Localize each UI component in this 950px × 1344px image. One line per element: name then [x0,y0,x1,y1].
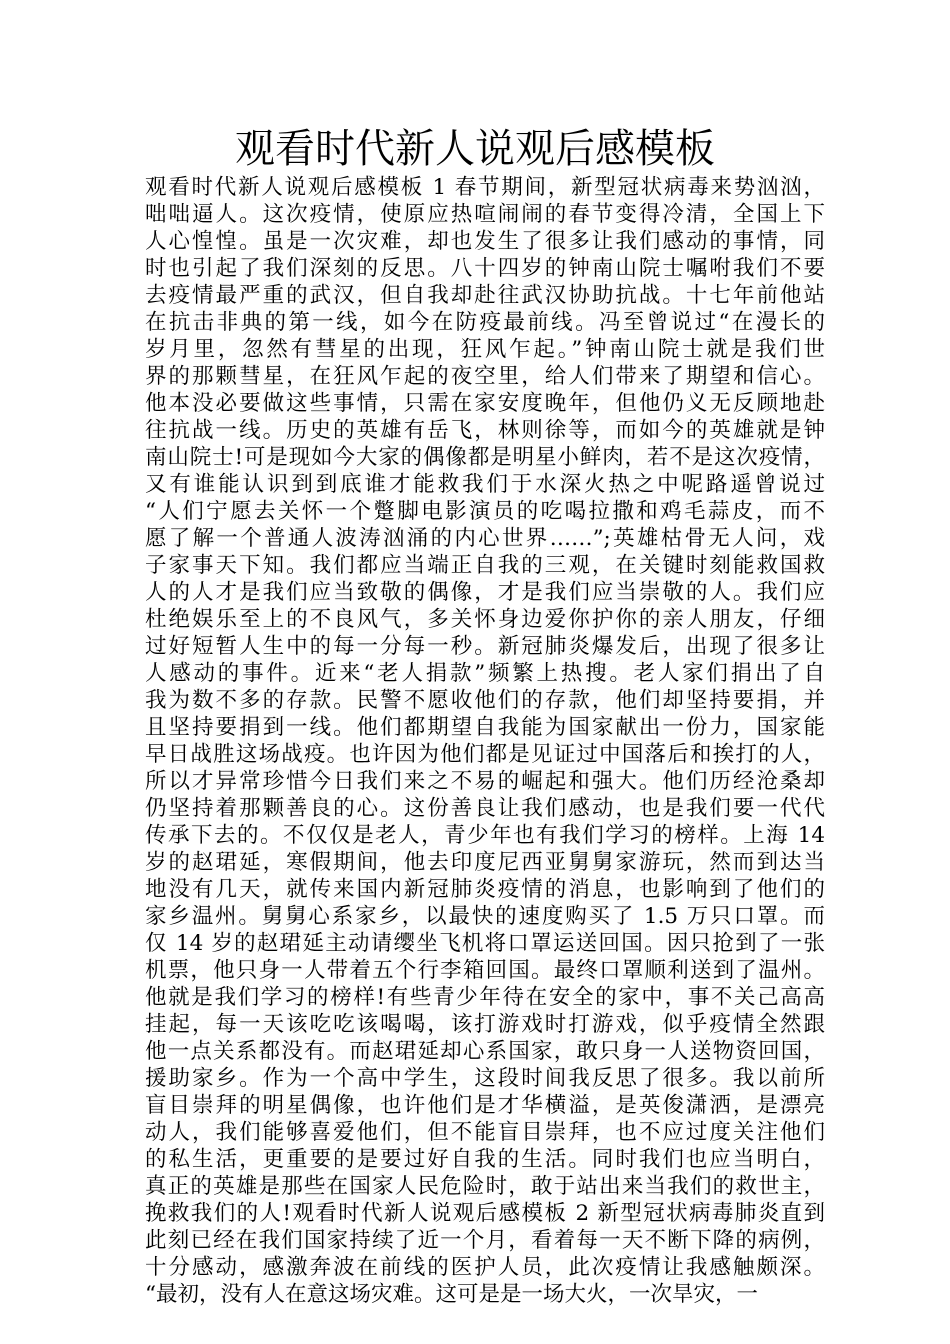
body-line: 去疫情最严重的武汉，但自我却赴往武汉协助抗战。十七年前他站 [145,283,825,308]
body-line: 愿了解一个普通人波涛汹涌的内心世界……”;英雄枯骨无人问，戏 [145,526,825,551]
body-line: 地没有几天，就传来国内新冠肺炎疫情的消息，也影响到了他们的 [145,877,825,902]
body-line: 南山院士!可是现如今大家的偶像都是明星小鲜肉，若不是这次疫情， [145,445,825,470]
body-line: 的私生活，更重要的是要过好自我的生活。同时我们也应当明白， [145,1147,825,1172]
body-line: 子家事天下知。我们都应当端正自我的三观，在关键时刻能救国救 [145,553,825,578]
body-line: 他一点关系都没有。而赵珺延却心系国家，敢只身一人送物资回国， [145,1039,825,1064]
body-line: 人感动的事件。近来“老人捐款”频繁上热搜。老人家们捐出了自 [145,661,825,686]
body-line: 所以才异常珍惜今日我们来之不易的崛起和强大。他们历经沧桑却 [145,769,825,794]
body-line: 盲目崇拜的明星偶像，也许他们是才华横溢，是英俊潇洒，是漂亮 [145,1093,825,1118]
body-line: 机票，他只身一人带着五个行李箱回国。最终口罩顺利送到了温州。 [145,958,825,983]
body-line: 我为数不多的存款。民警不愿收他们的存款，他们却坚持要捐，并 [145,688,825,713]
body-line: 挂起，每一天该吃吃该喝喝，该打游戏时打游戏，似乎疫情全然跟 [145,1012,825,1037]
body-line: 咄咄逼人。这次疫情，使原应热喧闹闹的春节变得冷清，全国上下 [145,202,825,227]
body-line: 十分感动，感激奔波在前线的医护人员，此次疫情让我感触颇深。 [145,1255,825,1280]
body-line: 人的人才是我们应当致敬的偶像，才是我们应当崇敬的人。我们应 [145,580,825,605]
body-line: 人心惶惶。虽是一次灾难，却也发生了很多让我们感动的事情，同 [145,229,825,254]
body-line: 杜绝娱乐至上的不良风气，多关怀身边爱你护你的亲人朋友，仔细 [145,607,825,632]
body-line: 界的那颗彗星，在狂风乍起的夜空里，给人们带来了期望和信心。 [145,364,825,389]
body-line: 岁的赵珺延，寒假期间，他去印度尼西亚舅舅家游玩，然而到达当 [145,850,825,875]
body-line: 观看时代新人说观后感模板 1 春节期间，新型冠状病毒来势汹汹， [145,175,825,200]
body-line: “最初，没有人在意这场灾难。这可是是一场大火，一次旱灾，一 [145,1282,758,1307]
body-line: 传承下去的。不仅仅是老人，青少年也有我们学习的榜样。上海 14 [145,823,825,848]
body-line: 他本没必要做这些事情，只需在家安度晚年，但他仍义无反顾地赴 [145,391,825,416]
body-line: 援助家乡。作为一个高中学生，这段时间我反思了很多。我以前所 [145,1066,825,1091]
document-body [145,174,825,1308]
body-line: 岁月里，忽然有彗星的出现，狂风乍起。”钟南山院士就是我们世 [145,337,825,362]
body-line: 过好短暂人生中的每一分每一秒。新冠肺炎爆发后，出现了很多让 [145,634,825,659]
body-line: 仅 14 岁的赵珺延主动请缨坐飞机将口罩运送回国。因只抢到了一张 [145,931,825,956]
body-line: 此刻已经在我们国家持续了近一个月，看着每一天不断下降的病例， [145,1228,825,1253]
body-line: 挽救我们的人!观看时代新人说观后感模板 2 新型冠状病毒肺炎直到 [145,1201,825,1226]
body-line: 家乡温州。舅舅心系家乡，以最快的速度购买了 1.5 万只口罩。而 [145,904,825,929]
body-line: 时也引起了我们深刻的反思。八十四岁的钟南山院士嘱咐我们不要 [145,256,825,281]
body-line: 他就是我们学习的榜样!有些青少年待在安全的家中，事不关己高高 [145,985,825,1010]
body-line: 在抗击非典的第一线，如今在防疫最前线。冯至曾说过“在漫长的 [145,310,825,335]
body-line: 早日战胜这场战疫。也许因为他们都是见证过中国落后和挨打的人， [145,742,825,767]
body-line: 又有谁能认识到到底谁才能救我们于水深火热之中呢路遥曾说过 [145,472,825,497]
document-title: 观看时代新人说观后感模板 [235,126,715,172]
body-line: “人们宁愿去关怀一个蹩脚电影演员的吃喝拉撒和鸡毛蒜皮，而不 [145,499,825,524]
body-line: 动人，我们能够喜爱他们，但不能盲目崇拜，也不应过度关注他们 [145,1120,825,1145]
body-line: 真正的英雄是那些在国家人民危险时，敢于站出来当我们的救世主， [145,1174,825,1199]
body-line: 往抗战一线。历史的英雄有岳飞，林则徐等，而如今的英雄就是钟 [145,418,825,443]
body-line: 仍坚持着那颗善良的心。这份善良让我们感动，也是我们要一代代 [145,796,825,821]
body-line: 且坚持要捐到一线。他们都期望自我能为国家献出一份力，国家能 [145,715,825,740]
